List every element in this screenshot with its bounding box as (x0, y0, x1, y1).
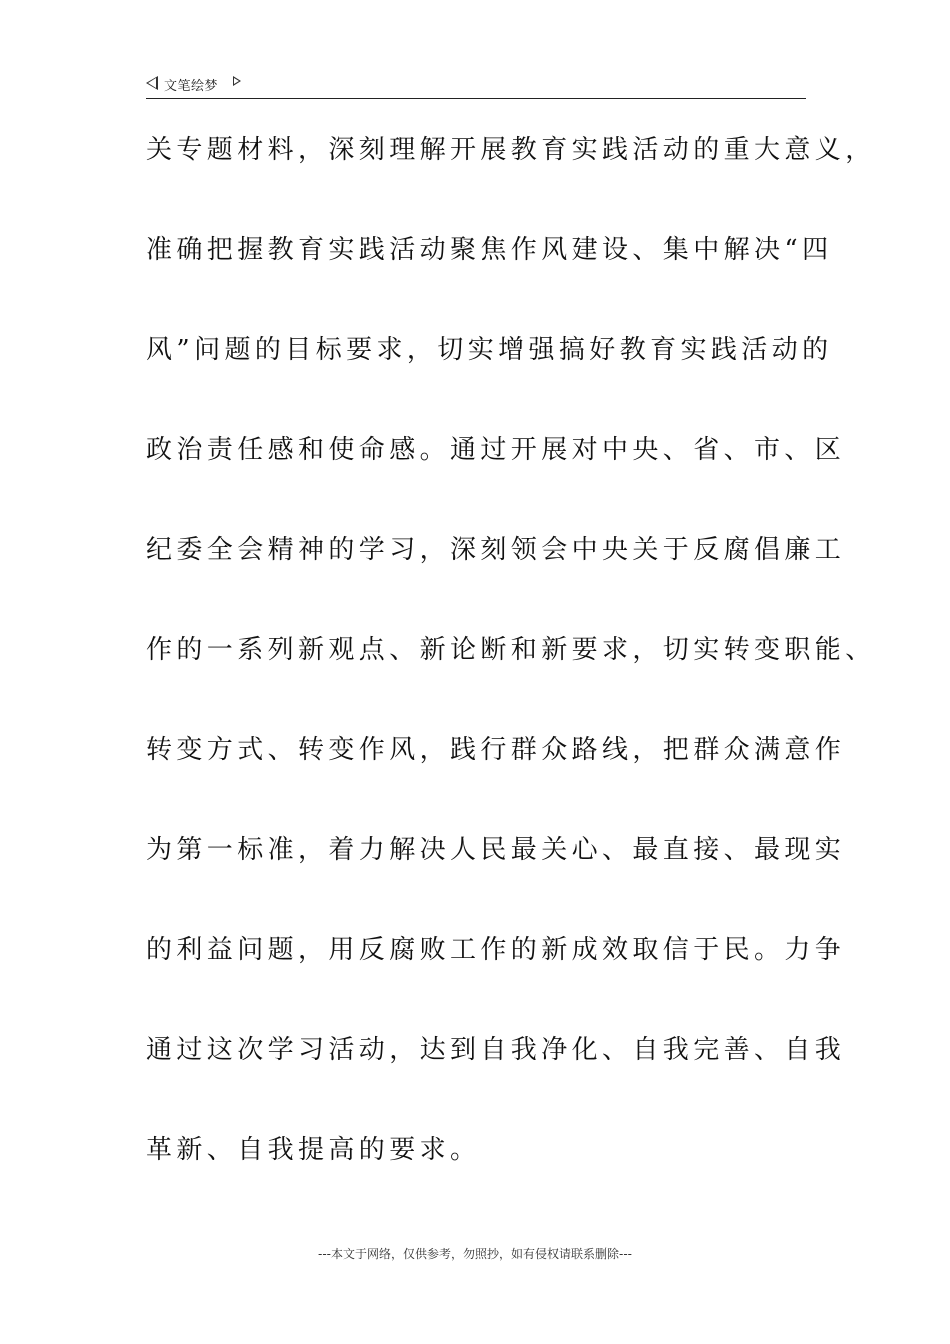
text-line: 关专题材料，深刻理解开展教育实践活动的重大意义， (146, 135, 876, 165)
text-line: 风”问题的目标要求，切实增强搞好教育实践活动的 (146, 335, 833, 365)
triangle-right-icon (233, 76, 241, 86)
text-line: 政治责任感和使命感。通过开展对中央、省、市、区 (146, 435, 846, 465)
page-header (146, 70, 806, 99)
text-line: 转变方式、转变作风，践行群众路线，把群众满意作 (146, 735, 846, 765)
triangle-left-icon (146, 76, 158, 90)
text-line: 为第一标准，着力解决人民最关心、最直接、最现实 (146, 835, 846, 865)
text-line: 作的一系列新观点、新论断和新要求，切实转变职能、 (146, 635, 876, 665)
text-line: 准确把握教育实践活动聚焦作风建设、集中解决“四 (146, 235, 833, 265)
text-line: 通过这次学习活动，达到自我净化、自我完善、自我 (146, 1035, 846, 1065)
page-footer: ---本文于网络，仅供参考，勿照抄，如有侵权请联系删除--- (318, 1247, 632, 1261)
text-line: 革新、自我提高的要求。 (146, 1135, 481, 1165)
document-body (146, 126, 876, 1226)
header-title: 文笔绘梦 (164, 79, 219, 94)
text-line: 纪委全会精神的学习，深刻领会中央关于反腐倡廉工 (146, 535, 846, 565)
text-line: 的利益问题，用反腐败工作的新成效取信于民。力争 (146, 935, 846, 965)
